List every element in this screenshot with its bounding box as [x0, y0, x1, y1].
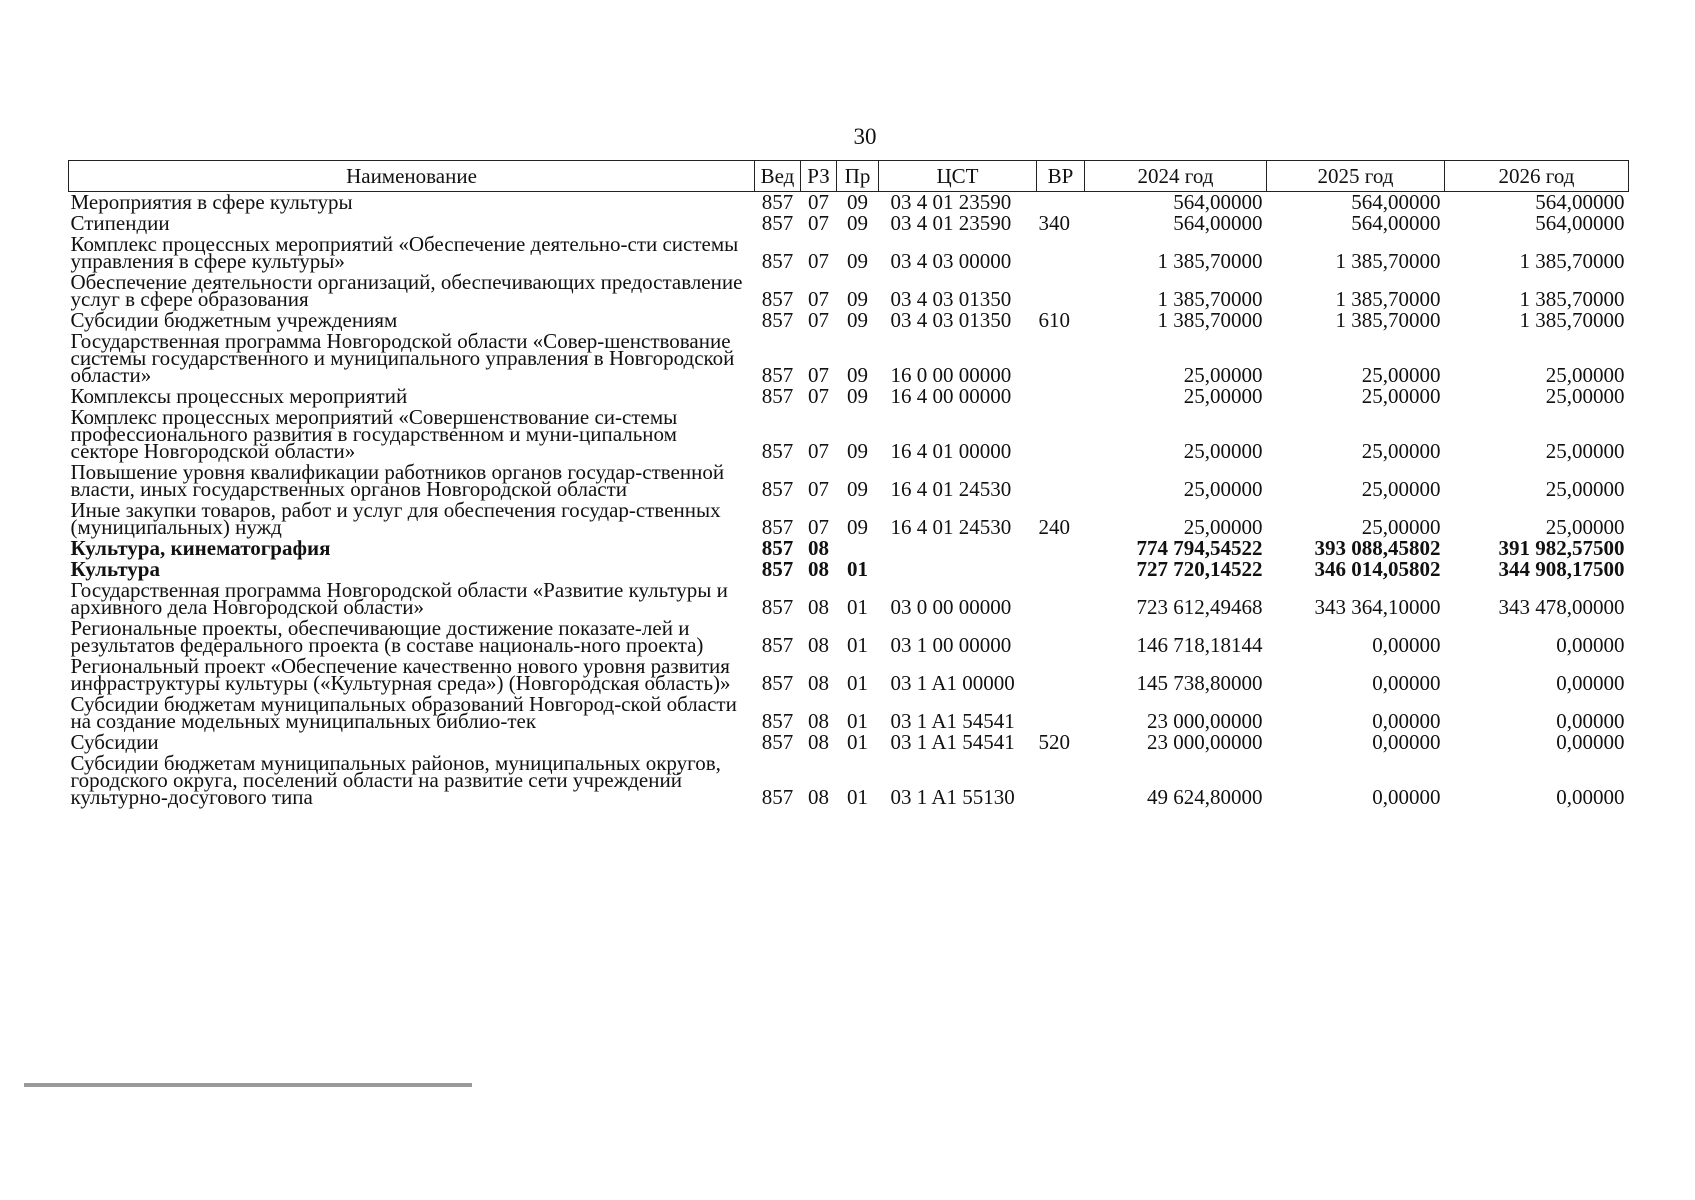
cell-pr: 09 [847, 308, 868, 332]
cell-2024: 145 738,80000 [1136, 671, 1263, 695]
cell-pr: 09 [847, 477, 868, 501]
cell-cst [879, 559, 1037, 580]
cell-cst: 03 4 01 23590 [890, 211, 1012, 235]
cell-name: Мероприятия в сфере культуры [70, 190, 353, 214]
table-row [69, 272, 1629, 310]
cell-ved: 857 [761, 785, 794, 809]
cell-2024: 564,00000 [1173, 211, 1263, 235]
cell-name: Комплексы процессных мероприятий [70, 384, 408, 408]
cell-2025: 393 088,45802 [1314, 536, 1441, 560]
page-number: 30 [853, 124, 877, 149]
cell-2026: 0,00000 [1556, 785, 1625, 809]
budget-table [68, 160, 1629, 808]
cell-2024: 1 385,70000 [1157, 308, 1263, 332]
cell-2026: 1 385,70000 [1519, 287, 1625, 311]
cell-rz: 07 [808, 477, 829, 501]
cell-2026: 343 478,00000 [1498, 595, 1625, 619]
cell-2024: 1 385,70000 [1157, 287, 1263, 311]
cell-ved: 857 [761, 363, 794, 387]
cell-cst: 03 0 00 00000 [890, 595, 1012, 619]
cell-2025: 25,00000 [1361, 384, 1441, 408]
cell-ved: 857 [761, 730, 794, 754]
cell-ved: 857 [761, 557, 794, 581]
cell-2024: 564,00000 [1173, 190, 1263, 214]
cell-vr [1037, 407, 1085, 462]
cell-rz: 08 [808, 730, 829, 754]
cell-ved: 857 [761, 439, 794, 463]
cell-rz: 08 [808, 633, 829, 657]
cell-cst: 03 1 00 00000 [890, 633, 1012, 657]
cell-rz: 07 [808, 308, 829, 332]
cell-cst: 03 1 A1 55130 [890, 785, 1015, 809]
cell-2024: 723 612,49468 [1136, 595, 1263, 619]
cell-cst: 03 4 03 00000 [890, 249, 1012, 273]
cell-cst: 03 4 01 23590 [890, 190, 1012, 214]
cell-pr: 09 [847, 439, 868, 463]
cell-name: Обеспечение деятельности организаций, обеспечивающих предоставление услуг в сфере образования [70, 270, 743, 311]
cell-pr: 09 [847, 190, 868, 214]
cell-2026: 564,00000 [1535, 190, 1625, 214]
cell-2025: 343 364,10000 [1314, 595, 1441, 619]
cell-cst: 16 4 01 24530 [890, 477, 1012, 501]
table-row [69, 732, 1629, 753]
cell-ved: 857 [761, 671, 794, 695]
cell-rz: 07 [808, 190, 829, 214]
table-row [69, 694, 1629, 732]
cell-ved: 857 [761, 190, 794, 214]
cell-2025: 564,00000 [1351, 190, 1441, 214]
table-row [69, 407, 1629, 462]
cell-2024: 146 718,18144 [1136, 633, 1263, 657]
table-row [69, 656, 1629, 694]
cell-2025: 0,00000 [1372, 730, 1441, 754]
cell-ved: 857 [761, 477, 794, 501]
header-cst: ЦСТ [879, 161, 1037, 192]
cell-rz: 07 [808, 439, 829, 463]
cell-vr [1037, 656, 1085, 694]
cell-2025: 0,00000 [1372, 785, 1441, 809]
cell-2026: 25,00000 [1545, 363, 1625, 387]
cell-pr: 01 [847, 633, 868, 657]
cell-ved: 857 [761, 384, 794, 408]
cell-ved: 857 [761, 709, 794, 733]
cell-rz: 08 [808, 671, 829, 695]
cell-2026: 25,00000 [1545, 439, 1625, 463]
table-row [69, 462, 1629, 500]
cell-vr: 340 [1038, 211, 1070, 235]
header-ved: Вед [755, 161, 801, 192]
cell-pr: 01 [847, 709, 868, 733]
cell-vr: 520 [1038, 730, 1070, 754]
cell-name: Субсидии бюджетам муниципальных районов, муниципальных округов, городского округа, поселений области на развитие сети учреждений культурно-досугового типа [70, 751, 721, 809]
cell-2026: 391 982,57500 [1498, 536, 1625, 560]
cell-name: Повышение уровня квалификации работников органов государ-ственной власти, иных государственных органов Новгородской области [70, 460, 725, 501]
cell-ved: 857 [761, 249, 794, 273]
cell-2026: 0,00000 [1556, 633, 1625, 657]
cell-vr [1037, 559, 1085, 580]
cell-name: Государственная программа Новгородской области «Развитие культуры и архивного дела Новгородской области» [70, 578, 728, 619]
cell-cst: 16 4 01 00000 [890, 439, 1012, 463]
scan-artifact-line [24, 1083, 472, 1087]
cell-name: Стипендии [70, 211, 170, 235]
cell-2024: 49 624,80000 [1147, 785, 1263, 809]
cell-2025: 0,00000 [1372, 671, 1441, 695]
cell-rz: 08 [808, 536, 829, 560]
cell-vr [1037, 386, 1085, 407]
cell-2025: 346 014,05802 [1314, 557, 1441, 581]
cell-pr: 09 [847, 515, 868, 539]
cell-2026: 0,00000 [1556, 671, 1625, 695]
cell-ved: 857 [761, 515, 794, 539]
table-row [69, 331, 1629, 386]
cell-rz: 08 [808, 709, 829, 733]
table-row [69, 753, 1629, 808]
cell-pr: 09 [847, 211, 868, 235]
cell-ved: 857 [761, 595, 794, 619]
cell-name: Комплекс процессных мероприятий «Совершенствование си-стемы профессионального развития в государственном и муни-ципальном секторе Новгородской области» [70, 405, 678, 463]
header-2024: 2024 год [1085, 161, 1267, 192]
cell-name: Субсидии бюджетным учреждениям [70, 308, 398, 332]
header-name: Наименование [69, 161, 755, 192]
cell-2025: 25,00000 [1361, 477, 1441, 501]
cell-rz: 07 [808, 287, 829, 311]
cell-vr: 610 [1038, 308, 1070, 332]
cell-2025: 25,00000 [1361, 439, 1441, 463]
cell-2024: 25,00000 [1183, 515, 1263, 539]
cell-cst: 03 1 A1 54541 [890, 709, 1015, 733]
cell-cst: 03 4 03 01350 [890, 287, 1012, 311]
cell-cst: 16 0 00 00000 [890, 363, 1012, 387]
cell-rz: 08 [808, 557, 829, 581]
table-header [69, 161, 1629, 192]
cell-2026: 25,00000 [1545, 515, 1625, 539]
cell-vr: 240 [1038, 515, 1070, 539]
cell-rz: 08 [808, 595, 829, 619]
cell-vr [1037, 580, 1085, 618]
cell-vr [1037, 753, 1085, 808]
cell-name: Комплекс процессных мероприятий «Обеспечение деятельно-сти системы управления в сфере культуры» [70, 232, 739, 273]
table-row [69, 213, 1629, 234]
table-body [69, 192, 1629, 809]
cell-rz: 07 [808, 211, 829, 235]
cell-2026: 564,00000 [1535, 211, 1625, 235]
header-row [69, 161, 1629, 192]
header-rz: РЗ [801, 161, 837, 192]
cell-rz: 07 [808, 363, 829, 387]
cell-cst: 03 1 A1 54541 [890, 730, 1015, 754]
table-row [69, 538, 1629, 559]
cell-name: Культура [70, 557, 160, 581]
cell-2024: 774 794,54522 [1136, 536, 1263, 560]
cell-rz: 07 [808, 249, 829, 273]
table-row [69, 500, 1629, 538]
cell-pr: 01 [847, 595, 868, 619]
table-row [69, 192, 1629, 214]
table-row [69, 580, 1629, 618]
cell-ved: 857 [761, 287, 794, 311]
table-row [69, 386, 1629, 407]
cell-vr [1037, 272, 1085, 310]
cell-2025: 1 385,70000 [1335, 287, 1441, 311]
cell-pr [837, 538, 879, 559]
cell-2024: 23 000,00000 [1147, 709, 1263, 733]
cell-ved: 857 [761, 536, 794, 560]
header-pr: Пр [837, 161, 879, 192]
cell-vr [1037, 538, 1085, 559]
cell-2024: 1 385,70000 [1157, 249, 1263, 273]
cell-name: Культура, кинематография [70, 536, 331, 560]
cell-2026: 25,00000 [1545, 477, 1625, 501]
cell-rz: 07 [808, 515, 829, 539]
cell-2026: 1 385,70000 [1519, 249, 1625, 273]
table-row [69, 618, 1629, 656]
cell-2024: 25,00000 [1183, 477, 1263, 501]
cell-pr: 01 [847, 785, 868, 809]
table-row [69, 310, 1629, 331]
cell-name: Региональные проекты, обеспечивающие достижение показате-лей и результатов федерального проекта (в составе националь-ного проекта) [70, 616, 704, 657]
header-2025: 2025 год [1267, 161, 1445, 192]
cell-cst [879, 538, 1037, 559]
cell-2024: 25,00000 [1183, 384, 1263, 408]
cell-2026: 344 908,17500 [1498, 557, 1625, 581]
cell-2025: 1 385,70000 [1335, 249, 1441, 273]
header-2026: 2026 год [1445, 161, 1629, 192]
cell-2026: 1 385,70000 [1519, 308, 1625, 332]
cell-vr [1037, 462, 1085, 500]
table-row [69, 559, 1629, 580]
cell-vr [1037, 234, 1085, 272]
cell-pr: 09 [847, 363, 868, 387]
cell-cst: 03 1 A1 00000 [890, 671, 1015, 695]
cell-name: Субсидии бюджетам муниципальных образований Новгород-ской области на создание модельных муниципальных библио-тек [70, 692, 737, 733]
cell-rz: 07 [808, 384, 829, 408]
cell-2026: 0,00000 [1556, 709, 1625, 733]
cell-name: Субсидии [70, 730, 159, 754]
cell-pr: 09 [847, 384, 868, 408]
cell-2025: 25,00000 [1361, 515, 1441, 539]
cell-2024: 25,00000 [1183, 439, 1263, 463]
cell-rz: 08 [808, 785, 829, 809]
cell-2025: 25,00000 [1361, 363, 1441, 387]
cell-cst: 03 4 03 01350 [890, 308, 1012, 332]
cell-2024: 25,00000 [1183, 363, 1263, 387]
cell-2025: 0,00000 [1372, 633, 1441, 657]
cell-cst: 16 4 00 00000 [890, 384, 1012, 408]
cell-vr [1037, 694, 1085, 732]
cell-2025: 0,00000 [1372, 709, 1441, 733]
cell-name: Иные закупки товаров, работ и услуг для обеспечения государ-ственных (муниципальных) нужд [70, 498, 721, 539]
cell-2024: 727 720,14522 [1136, 557, 1263, 581]
cell-pr: 09 [847, 287, 868, 311]
cell-name: Государственная программа Новгородской области «Совер-шенствование системы государственного и муниципального управления в Новгородской области» [70, 329, 735, 387]
cell-pr: 01 [847, 557, 868, 581]
cell-vr [1037, 331, 1085, 386]
header-vr: ВР [1037, 161, 1085, 192]
cell-2026: 0,00000 [1556, 730, 1625, 754]
cell-name: Региональный проект «Обеспечение качественно нового уровня развития инфраструктуры культуры («Культурная среда») (Новгородская область)» [70, 654, 731, 695]
cell-pr: 01 [847, 671, 868, 695]
cell-ved: 857 [761, 633, 794, 657]
cell-2025: 564,00000 [1351, 211, 1441, 235]
table-row [69, 234, 1629, 272]
cell-cst: 16 4 01 24530 [890, 515, 1012, 539]
cell-vr [1037, 192, 1085, 214]
cell-ved: 857 [761, 308, 794, 332]
cell-vr [1037, 618, 1085, 656]
cell-pr: 09 [847, 249, 868, 273]
cell-2025: 1 385,70000 [1335, 308, 1441, 332]
cell-pr: 01 [847, 730, 868, 754]
cell-2024: 23 000,00000 [1147, 730, 1263, 754]
cell-ved: 857 [761, 211, 794, 235]
cell-2026: 25,00000 [1545, 384, 1625, 408]
